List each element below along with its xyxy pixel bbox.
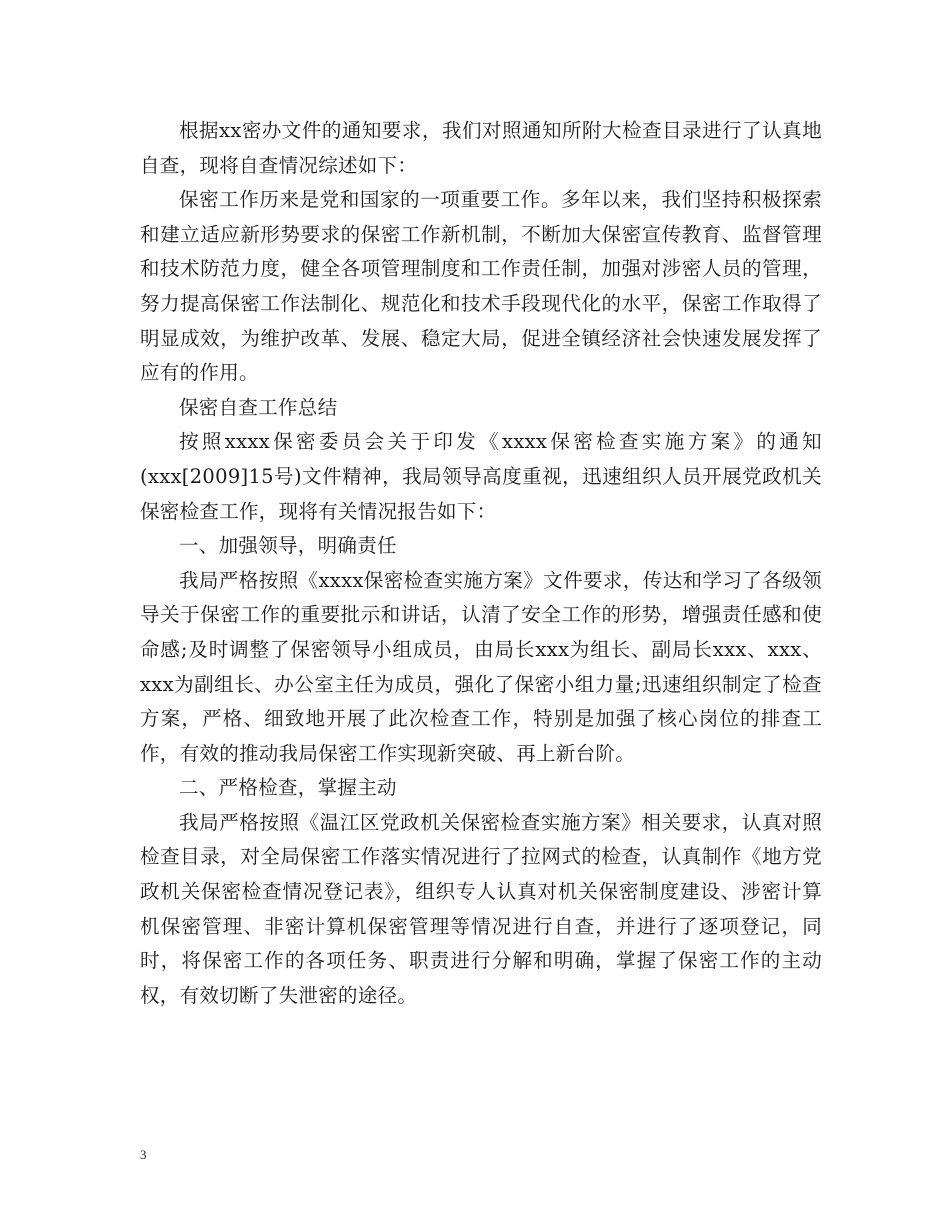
paragraph-notice: 按照xxxx保密委员会关于印发《xxxx保密检查实施方案》的通知(xxx[2009]15号)文件精神，我局领导高度重视，迅速组织人员开展党政机关保密检查工作，现将有关情况报告如下： bbox=[140, 430, 822, 523]
page-number: 3 bbox=[140, 1147, 147, 1162]
section-title: 保密自查工作总结 bbox=[179, 395, 338, 419]
heading-section-2: 二、严格检查，掌握主动 bbox=[179, 776, 397, 800]
heading-section-1: 一、加强领导，明确责任 bbox=[179, 534, 397, 558]
document-body bbox=[140, 114, 822, 1013]
paragraph-background: 保密工作历来是党和国家的一项重要工作。多年以来，我们坚持积极探索和建立适应新形势要求的保密工作新机制，不断加大保密宣传教育、监督管理和技术防范力度，健全各项管理制度和工作责任制，加强对涉密人员的管理，努力提高保密工作法制化、规范化和技术手段现代化的水平，保密工作取得了明显成效，为维护改革、发展、稳定大局，促进全镇经济社会快速发展发挥了应有的作用。 bbox=[140, 188, 822, 385]
paragraph-section-2: 我局严格按照《温江区党政机关保密检查实施方案》相关要求，认真对照检查目录，对全局保密工作落实情况进行了拉网式的检查，认真制作《地方党政机关保密检查情况登记表》，组织专人认真对机关保密制度建设、涉密计算机保密管理、非密计算机保密管理等情况进行自查，并进行了逐项登记，同时，将保密工作的各项任务、职责进行分解和明确，掌握了保密工作的主动权，有效切断了失泄密的途径。 bbox=[140, 810, 822, 1007]
paragraph-intro: 根据xx密办文件的通知要求，我们对照通知所附大检查目录进行了认真地自查，现将自查情况综述如下： bbox=[140, 119, 822, 177]
paragraph-section-1: 我局严格按照《xxxx保密检查实施方案》文件要求，传达和学习了各级领导关于保密工作的重要批示和讲话，认清了安全工作的形势，增强责任感和使命感;及时调整了保密领导小组成员，由局长xxx为组长、副局长xxx、xxx、xxx为副组长、办公室主任为成员，强化了保密小组力量;迅速组织制定了检查方案，严格、细致地开展了此次检查工作，特别是加强了核心岗位的排查工作，有效的推动我局保密工作实现新突破、再上新台阶。 bbox=[140, 568, 822, 765]
